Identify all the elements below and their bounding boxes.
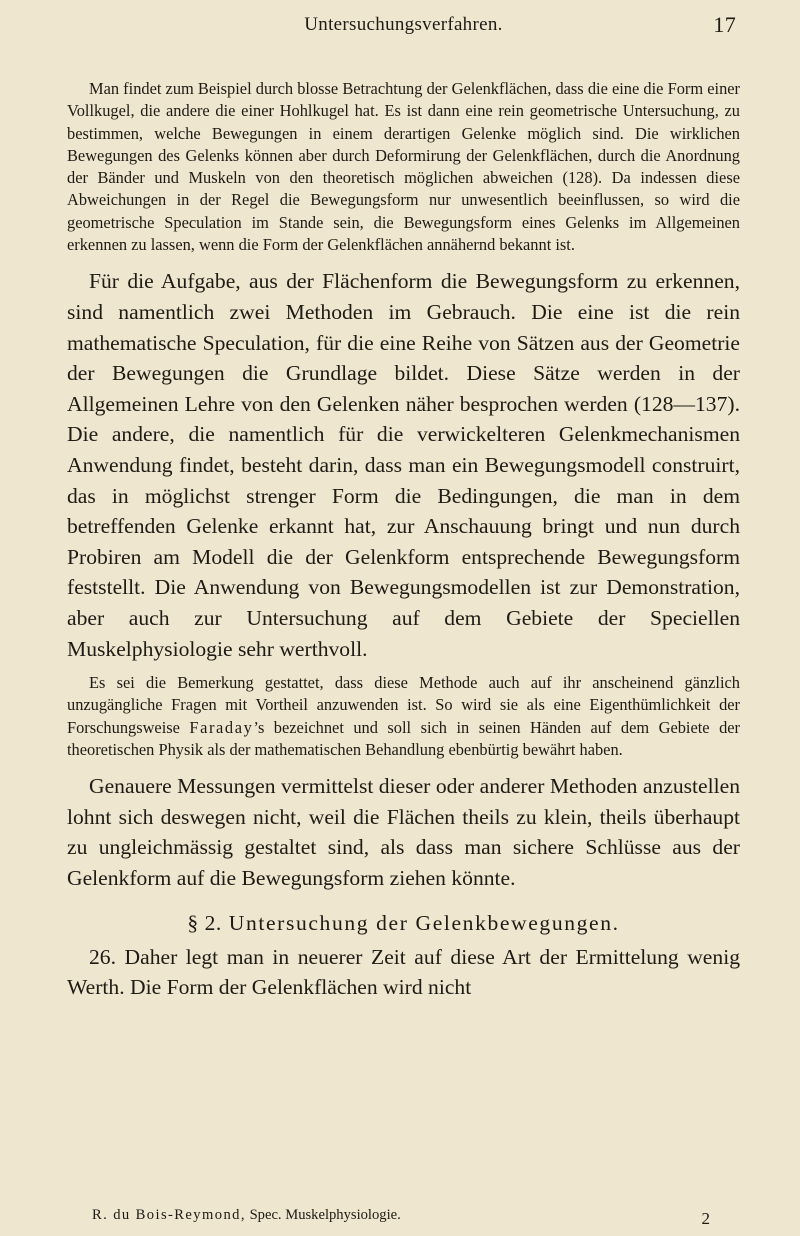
page-number: 17 [713,12,736,37]
page-footer [92,1207,740,1231]
paragraph-1: Man findet zum Beispiel durch blosse Betrachtung der Gelenkflächen, dass die eine die Form einer Vollkugel, die andere die einer Hohlkugel hat. Es ist dann eine rein geometrische Untersuchung, zu bestimmen, welche Bewegungen in einem derartigen Gelenke möglich sind. Die wirklichen Bewegungen des Gelenks können aber durch Deformirung der Gelenkflächen, durch die Anordnung der Bänder und Muskeln von den theoretisch möglichen abweichen (128). Da indessen diese Abweichungen in der Regel die Bewegungsform nur unwesentlich beeinflussen, so wird die geometrische Speculation im Stande sein, die Bewegungsform eines Gelenks im Allgemeinen erkennen zu lassen, wenn die Form der Gelenkflächen annähernd bekannt ist. [67,79,740,255]
footer-book-title: Spec. Muskelphysiologie. [249,1207,401,1223]
paragraph-2: Für die Aufgabe, aus der Flächenform die Bewegungsform zu erkennen, sind namentlich zwei Methoden im Gebrauch. Die eine ist die rein mathematische Speculation, für die eine Reihe von Sätzen aus der Geometrie der Bewegungen die Grundlage bildet. Diese Sätze werden in der Allgemeinen Lehre von den Gelenken näher besprochen werden (128—137). Die andere, die namentlich für die verwickelteren Gelenkmechanismen Anwendung findet, besteht darin, dass man ein Bewegungsmodell construirt, das in möglichst strenger Form die Bedingungen, die man in dem betreffenden Gelenke erkannt hat, zur Anschauung bringt und nun durch Probiren am Modell die der Gelenkform entsprechende Bewegungsform feststellt. Die Anwendung von Bewegungsmodellen ist zur Demonstration, aber auch zur Untersuchung auf dem Gebiete der Speciellen Muskelphysiologie sehr werthvoll. [67,269,740,661]
section-title: Untersuchung der Gelenkbewegungen. [228,910,620,935]
note-text-start: Es sei die Bemerkung gestattet, dass diese Methode auch auf ihr anscheinend gänzlich unzugängliche Fragen mit Vortheil anzuwenden ist. So wird sie als eine Eigenthümlichkeit der Forschungsweise [67,673,740,737]
note-text-end: ’s bezeichnet und soll sich in seinen Händen auf dem Gebiete der theoretischen Physik als der mathematischen Behandlung ebenbürtig bewährt haben. [67,717,740,759]
section-number: § 2. [187,910,222,935]
footer-author: R. du Bois-Reymond, [92,1207,246,1223]
note-name-faraday: Faraday [189,717,254,737]
paragraph-26: 26. Daher legt man in neuerer Zeit auf diese Art der Ermittelung wenig Werth. Die Form der Gelenkflächen wird nicht [67,944,740,1000]
paragraph-3: Genauere Messungen vermittelst dieser oder anderer Methoden anzustellen lohnt sich deswegen nicht, weil die Flächen theils zu klein, theils überhaupt zu ungleichmässig gestaltet sind, als dass man sichere Schlüsse aus der Gelenkform auf die Bewegungsform ziehen könnte. [67,774,740,891]
running-title: Untersuchungsverfahren. [304,14,503,35]
signature-mark: 2 [701,1209,710,1228]
running-head [67,8,740,48]
page-body [67,78,740,1003]
note-paragraph [67,672,740,761]
section-heading [67,908,740,938]
